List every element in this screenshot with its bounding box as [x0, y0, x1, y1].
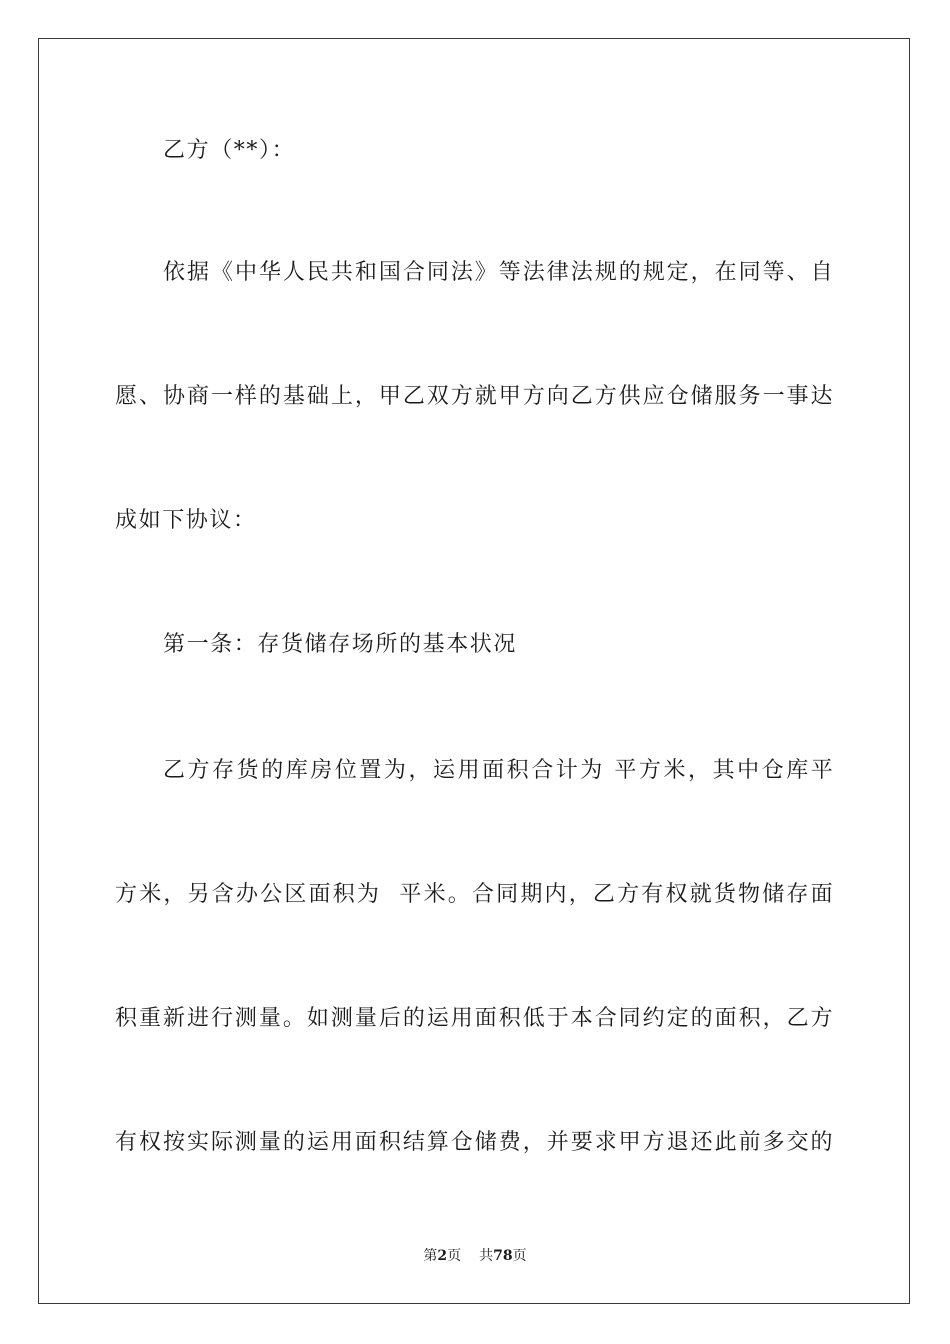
footer-page-number: 2 — [437, 1248, 448, 1264]
footer-total-pages: 78 — [493, 1248, 513, 1264]
footer-total-suffix: 页 — [512, 1248, 527, 1264]
paragraph-line: 依 据 《 中 华 人 民 共 和 国 合 同 法 》 等 法 律 法 规 的 规 定 ， 在 同 等 、 自 — [163, 260, 833, 285]
paragraph-line: 成如下协议： — [115, 508, 257, 533]
page-border — [38, 38, 910, 1304]
footer-page-suffix: 页 — [447, 1248, 462, 1264]
article-heading: 第一条：存货储存场所的基本状况 — [163, 632, 518, 657]
footer-page-prefix: 第 — [423, 1248, 438, 1264]
paragraph-line: 积 重 新 进 行 测 量 。 如 测 量 后 的 运 用 面 积 低 于 本 合 同 约 定 的 面 积 ， 乙 方 — [115, 1006, 833, 1031]
paragraph-line: 方 米 ， 另 含 办 公 区 面 积 为 平 米 。 合 同 期 内 ， 乙 方 有 权 就 货 物 储 存 面 — [115, 882, 833, 907]
paragraph-line: 愿 、 协 商 一 样 的 基 础 上 ， 甲 乙 双 方 就 甲 方 向 乙 方 供 应 仓 储 服 务 一 事 达 — [115, 384, 833, 409]
footer-total-prefix: 共 — [479, 1248, 494, 1264]
party-b-line: 乙方（**）： — [163, 138, 296, 163]
page-footer — [0, 1246, 950, 1266]
paragraph-line: 乙 方 存 货 的 库 房 位 置 为 ， 运 用 面 积 合 计 为 平 方 米 ， 其 中 仓 库 平 — [163, 758, 833, 783]
paragraph-line: 有 权 按 实 际 测 量 的 运 用 面 积 结 算 仓 储 费 ， 并 要 求 甲 方 退 还 此 前 多 交 的 — [115, 1130, 833, 1155]
